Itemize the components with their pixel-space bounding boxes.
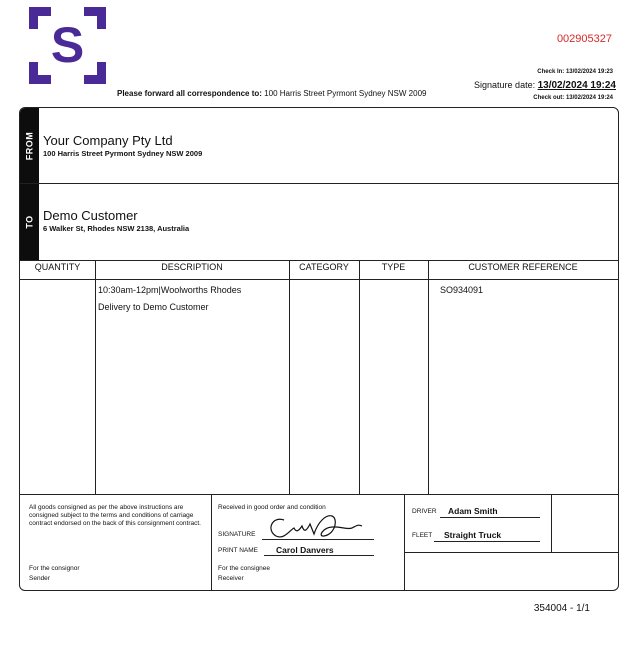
consignor-role: Sender (29, 575, 50, 582)
fleet-value: Straight Truck (444, 530, 502, 540)
print-name-label: PRINT NAME (218, 547, 258, 554)
driver-label: DRIVER (412, 508, 437, 515)
divider (20, 279, 618, 280)
fleet-line (434, 541, 540, 542)
from-address: 100 Harris Street Pyrmont Sydney NSW 2009 (43, 149, 203, 158)
signature-label: SIGNATURE (218, 531, 256, 538)
driver-line (440, 517, 540, 518)
consignment-box (19, 107, 619, 591)
signature-image (262, 510, 382, 542)
from-label: FROM (20, 108, 39, 183)
col-quantity: QUANTITY (34, 262, 81, 272)
check-out: Check out: 13/02/2024 19:24 (533, 95, 613, 101)
consignor-for-label: For the consignor (29, 565, 80, 572)
check-in: Check In: 13/02/2024 19:23 (537, 69, 613, 75)
page-reference: 354004 - 1/1 (533, 603, 590, 614)
customer-reference-value: SO934091 (440, 285, 484, 295)
svg-text:S: S (50, 17, 85, 73)
document-number: 002905327 (556, 33, 612, 45)
col-divider (359, 260, 360, 494)
consignee-received: Received in good order and condition (218, 504, 326, 511)
section-divider (551, 494, 552, 552)
print-name-value: Carol Danvers (276, 545, 334, 555)
description-line-2: Delivery to Demo Customer (98, 302, 209, 312)
from-name: Your Company Pty Ltd (43, 133, 173, 148)
col-divider (428, 260, 429, 494)
consignee-role: Receiver (218, 575, 244, 582)
divider (20, 494, 618, 495)
to-name: Demo Customer (43, 208, 138, 223)
signature-line (262, 539, 374, 540)
to-address: 6 Walker St, Rhodes NSW 2138, Australia (43, 224, 190, 233)
divider (20, 260, 618, 261)
brand-logo (29, 7, 106, 84)
description-line-1: 10:30am-12pm|Woolworths Rhodes (98, 285, 242, 295)
col-divider (289, 260, 290, 494)
driver-value: Adam Smith (448, 506, 498, 516)
consignor-terms: All goods consigned as per the above instructions are consigned subject to the terms and conditions of carriage contract endorsed on the back of this consignment contract. (29, 504, 201, 527)
col-divider (95, 260, 96, 494)
col-type: TYPE (381, 262, 406, 272)
brand-logo-icon (29, 7, 106, 84)
col-description: DESCRIPTION (161, 262, 223, 272)
divider (404, 552, 618, 553)
to-label: TO (20, 184, 39, 260)
col-category: CATEGORY (299, 262, 349, 272)
forward-correspondence: Please forward all correspondence to: 100 Harris Street Pyrmont Sydney NSW 2009 (117, 89, 427, 98)
divider (20, 183, 618, 184)
section-divider (404, 494, 405, 591)
col-customer-reference: CUSTOMER REFERENCE (468, 262, 578, 272)
consignee-for-label: For the consignee (218, 565, 271, 572)
print-name-line (264, 555, 374, 556)
fleet-label: FLEET (412, 532, 433, 539)
signature-date: Signature date: 13/02/2024 19:24 (474, 80, 616, 91)
section-divider (211, 494, 212, 591)
